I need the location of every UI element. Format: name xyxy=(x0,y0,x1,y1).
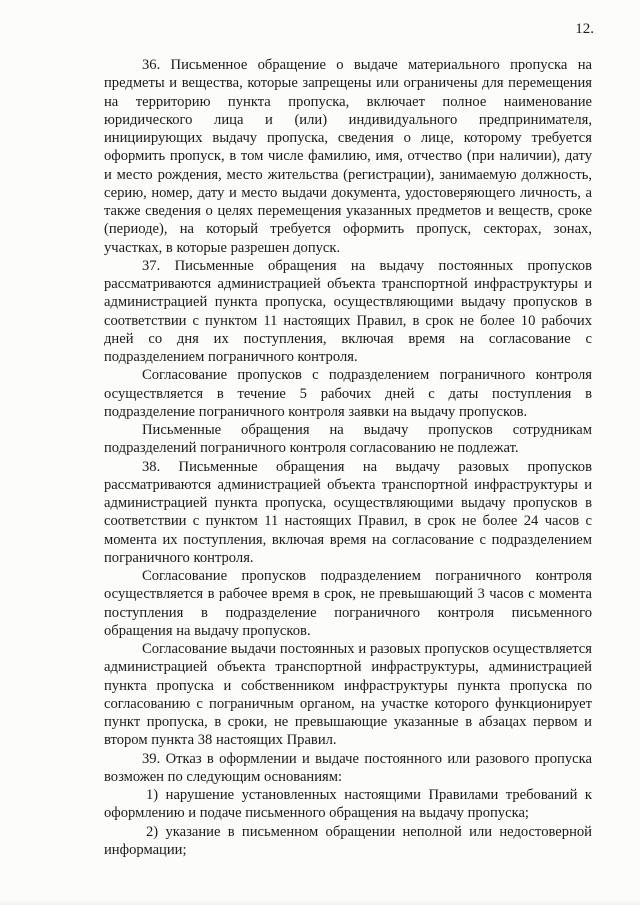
paragraph-37-no-approval: Письменные обращения на выдачу пропусков сотрудникам подразделений пограничного контроля согласованию не подлежат. xyxy=(104,422,592,457)
paragraph-37-approval: Согласование пропусков с подразделением пограничного контроля осуществляется в течение 5 рабочих дней с даты поступления в подразделение пограничного контроля заявки на выдачу пропусков. xyxy=(104,367,592,420)
list-item-1: 1) нарушение установленных настоящими Правилами требований к оформлению и подаче письменного обращения на выдачу пропуска; xyxy=(104,787,592,822)
scan-shadow xyxy=(0,899,640,905)
paragraph-39: 39. Отказ в оформлении и выдаче постоянного или разового пропуска возможен по следующим основаниям: xyxy=(104,750,592,785)
paragraph-38-approval-time: Согласование пропусков подразделением пограничного контроля осуществляется в рабочее время в срок, не превышающий 3 часов с момента поступления в подразделение пограничного контроля письменного обращения на выдачу пропусков. xyxy=(104,568,592,639)
paragraph-36: 36. Письменное обращение о выдаче материального пропуска на предметы и вещества, которые запрещены или ограничены для перемещения на территорию пункта пропуска, включает полное наименование юридического лица и (или) индивидуального предпринимателя, инициирующих выдачу пропуска, сведения о лице, которому требуется оформить пропуск, в том числе фамилию, имя, отчество (при наличии), дату и место рождения, место жительства (регистрации), занимаемую должность, серию, номер, дату и место выдачи документа, удостоверяющего личность, а также сведения о целях перемещения указанных предметов и веществ, сроке (периоде), на который требуется оформить пропуск, секторах, зонах, участках, в которые разрешен допуск. xyxy=(104,57,592,256)
paragraph-37: 37. Письменные обращения на выдачу постоянных пропусков рассматриваются администрацией объекта транспортной инфраструктуры и администрацией пункта пропуска, осуществляющими выдачу пропусков в соответствии с пунктом 11 настоящих Правил, в срок не более 10 рабочих дней со дня их поступления, включая время на согласование с подразделением пограничного контроля. xyxy=(104,257,592,365)
page-number: 12. xyxy=(575,21,594,37)
list-item-2: 2) указание в письменном обращении неполной или недостоверной информации; xyxy=(104,823,592,858)
paragraph-38: 38. Письменные обращения на выдачу разовых пропусков рассматриваются администрацией объекта транспортной инфраструктуры и администрацией пункта пропуска, осуществляющими выдачу пропусков в соответствии с пунктом 11 настоящих Правил, в срок не более 24 часов с момента их поступления, включая время на согласование с подразделением пограничного контроля. xyxy=(104,458,592,566)
paragraph-38-approval-parties: Согласование выдачи постоянных и разовых пропусков осуществляется администрацией объекта транспортной инфраструктуры, администрацией пункта пропуска и собственником инфраструктуры пункта пропуска по согласованию с пограничным органом, на участке которого функционирует пункт пропуска, в сроки, не превышающие указанные в абзацах первом и втором пункта 38 настоящих Правил. xyxy=(104,641,592,749)
document-body xyxy=(104,56,592,859)
